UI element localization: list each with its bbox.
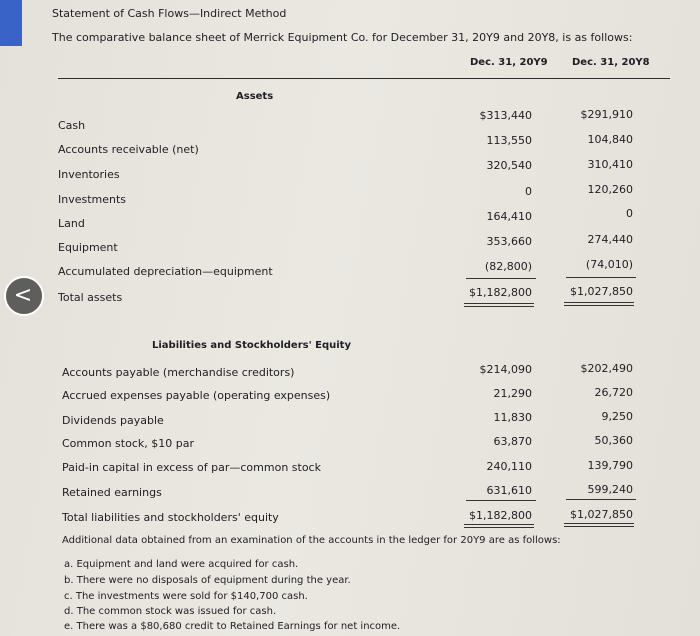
liability-value-y9: $214,090 — [479, 363, 532, 376]
liability-value-y8: $1,027,850 — [570, 508, 633, 521]
asset-value-y8: 274,440 — [587, 233, 633, 246]
liability-value-y9: 11,830 — [493, 411, 532, 424]
asset-value-y9: 0 — [525, 185, 532, 198]
column-header-20y9: Dec. 31, 20Y9 — [470, 57, 548, 68]
asset-value-y8: $1,027,850 — [570, 285, 633, 298]
liability-value-y8: 26,720 — [594, 386, 633, 399]
note-item: c. The investments were sold for $140,700 cash. — [64, 591, 308, 602]
asset-label: Cash — [58, 119, 86, 132]
note-item: a. Equipment and land were acquired for cash. — [64, 559, 299, 570]
liability-label: Paid-in capital in excess of par—common stock — [62, 461, 321, 474]
liability-label: Accrued expenses payable (operating expenses) — [62, 389, 331, 402]
asset-value-y8: 0 — [626, 207, 633, 220]
back-button[interactable] — [4, 276, 44, 316]
asset-value-y8: 120,260 — [587, 183, 633, 196]
asset-label: Equipment — [58, 241, 118, 254]
liability-value-y9: 21,290 — [493, 387, 532, 400]
asset-label: Land — [58, 217, 85, 230]
asset-value-y8: 104,840 — [587, 133, 633, 146]
total-rule — [564, 523, 634, 524]
asset-value-y9: 164,410 — [486, 210, 532, 223]
subtotal-rule — [566, 499, 636, 500]
liability-value-y9: 631,610 — [486, 484, 532, 497]
note-item: b. There were no disposals of equipment during the year. — [64, 575, 351, 586]
column-header-20y8: Dec. 31, 20Y8 — [572, 57, 650, 68]
subtotal-rule — [566, 277, 636, 278]
liability-value-y9: 63,870 — [493, 435, 532, 448]
asset-label: Investments — [58, 193, 127, 206]
page-title: Statement of Cash Flows—Indirect Method — [52, 7, 287, 20]
liabilities-heading: Liabilities and Stockholders' Equity — [152, 340, 351, 351]
total-rule — [564, 302, 634, 303]
asset-value-y9: 320,540 — [486, 159, 532, 172]
asset-value-y9: $313,440 — [479, 109, 532, 122]
total-rule — [464, 524, 534, 525]
asset-value-y8: (74,010) — [585, 258, 633, 271]
asset-label: Inventories — [58, 168, 120, 181]
additional-data-intro: Additional data obtained from an examination of the accounts in the ledger for 20Y9 are as follows: — [62, 535, 561, 546]
total-rule — [464, 527, 534, 528]
liability-label: Total liabilities and stockholders' equity — [62, 511, 279, 524]
liability-value-y8: 139,790 — [587, 459, 633, 472]
asset-label: Accumulated depreciation—equipment — [58, 265, 273, 278]
liability-value-y8: 50,360 — [594, 434, 633, 447]
asset-value-y8: $291,910 — [580, 108, 633, 121]
chevron-left-icon: < — [13, 283, 33, 308]
header-rule — [58, 78, 670, 79]
asset-label: Accounts receivable (net) — [58, 143, 199, 156]
asset-value-y9: (82,800) — [484, 260, 532, 273]
liability-value-y8: 9,250 — [601, 410, 633, 423]
asset-value-y9: $1,182,800 — [469, 286, 532, 299]
total-rule — [464, 303, 534, 304]
asset-value-y8: 310,410 — [587, 158, 633, 171]
total-rule — [464, 306, 534, 307]
asset-value-y9: 353,660 — [486, 235, 532, 248]
subtotal-rule — [466, 500, 536, 501]
liability-label: Accounts payable (merchandise creditors) — [62, 366, 295, 379]
liability-value-y9: 240,110 — [486, 460, 532, 473]
note-item: d. The common stock was issued for cash. — [64, 606, 277, 617]
asset-value-y9: 113,550 — [486, 134, 532, 147]
assets-heading: Assets — [236, 91, 274, 102]
intro-text: The comparative balance sheet of Merrick Equipment Co. for December 31, 20Y9 and 20Y8, is as follows: — [52, 31, 633, 44]
liability-label: Dividends payable — [62, 414, 164, 427]
subtotal-rule — [466, 278, 536, 279]
liability-label: Retained earnings — [62, 486, 162, 499]
liability-value-y8: $202,490 — [580, 362, 633, 375]
asset-label: Total assets — [58, 291, 123, 304]
total-rule — [564, 305, 634, 306]
liability-value-y9: $1,182,800 — [469, 509, 532, 522]
total-rule — [564, 526, 634, 527]
note-item: e. There was a $80,680 credit to Retained Earnings for net income. — [64, 621, 401, 632]
liability-label: Common stock, $10 par — [62, 437, 194, 450]
browser-tab-edge — [0, 0, 22, 46]
liability-value-y8: 599,240 — [587, 483, 633, 496]
